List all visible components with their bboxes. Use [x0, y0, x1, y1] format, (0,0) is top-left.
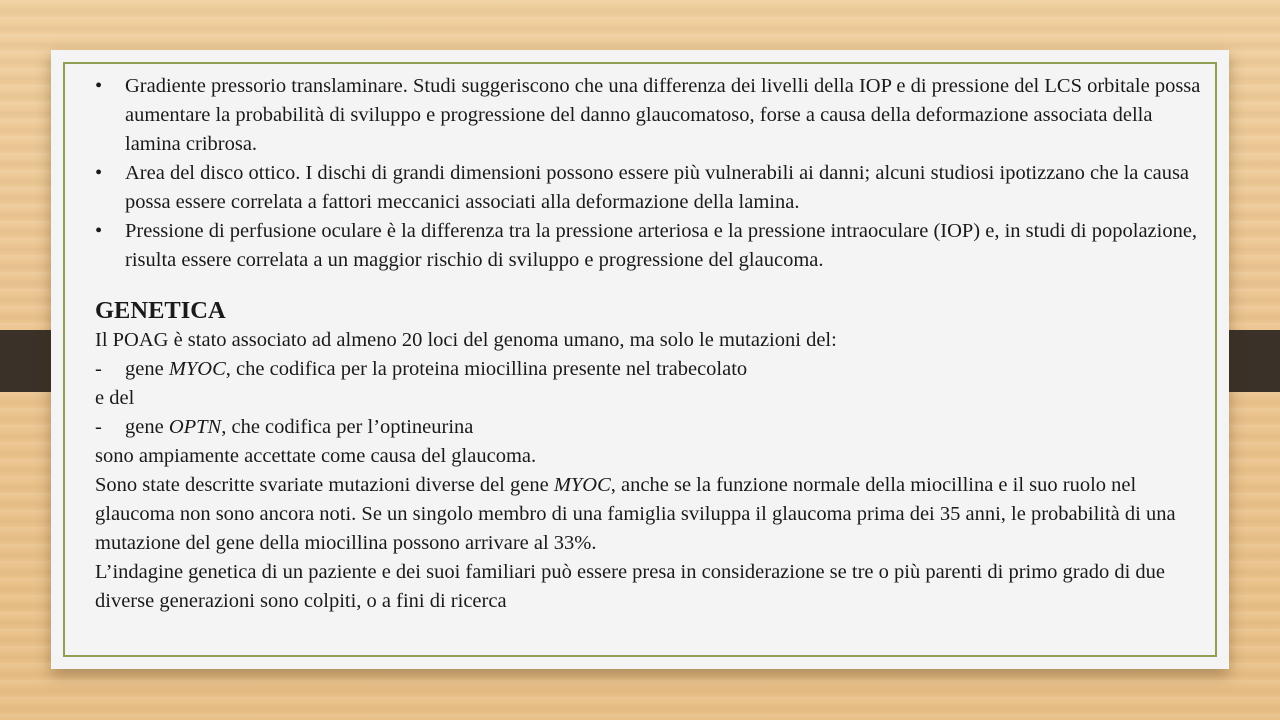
genetic-testing-paragraph: L’indagine genetica di un paziente e dei suoi familiari può essere presa in considerazione se tre o più parenti di primo grado di due diverse generazioni sono colpiti, o a fini di ricerca [95, 561, 1166, 612]
bullet-icon: • [95, 162, 103, 184]
gene-name: MYOC [553, 474, 611, 496]
bullet-icon: • [95, 75, 103, 97]
dash-icon: - [95, 416, 102, 438]
gene-description: , che codifica per l’optineurina [221, 416, 474, 438]
bullet-icon: • [95, 220, 103, 242]
gene-name: MYOC [168, 358, 226, 380]
bullet-item [95, 72, 1205, 159]
gene-description: , che codifica per la proteina miocillina presente nel trabecolato [225, 358, 748, 380]
gene-name: OPTN [168, 416, 222, 438]
left-decorative-bar [0, 330, 58, 392]
paragraph-suffix: , anche se la funzione normale della miocillina e il suo ruolo nel glaucoma non sono ancora noti. Se un singolo membro di una famiglia sviluppa il glaucoma prima dei 35 anni, le probabilità di una mutazione del gene della miocillina possono arrivare al 33%. [95, 474, 1176, 554]
slide-content [95, 72, 1205, 616]
genetica-intro: Il POAG è stato associato ad almeno 20 loci del genoma umano, ma solo le mutazioni del: [95, 329, 837, 351]
bullet-list [95, 72, 1205, 275]
connector-text: e del [95, 387, 135, 409]
gene-item-myoc [95, 355, 1205, 384]
bullet-item [95, 217, 1205, 275]
slide-card [51, 50, 1229, 669]
section-heading: GENETICA [95, 297, 226, 324]
dash-icon: - [95, 358, 102, 380]
paragraph-prefix: Sono state descritte svariate mutazioni diverse del gene [95, 474, 554, 496]
gene-item-optn [95, 413, 1205, 442]
gene-prefix: gene [125, 358, 169, 380]
accepted-text: sono ampiamente accettate come causa del glaucoma. [95, 445, 537, 467]
bullet-text: Gradiente pressorio translaminare. Studi suggeriscono che una differenza dei livelli della IOP e di pressione del LCS orbitale possa aumentare la probabilità di sviluppo e progressione del danno glaucomatoso, forse a causa della deformazione associata della lamina cribrosa. [125, 75, 1201, 155]
myoc-paragraph [95, 471, 1205, 558]
bullet-text: Area del disco ottico. I dischi di grandi dimensioni possono essere più vulnerabili ai danni; alcuni studiosi ipotizzano che la causa possa essere correlata a fattori meccanici associati alla deformazione della lamina. [125, 162, 1190, 213]
bullet-item [95, 159, 1205, 217]
gene-prefix: gene [125, 416, 169, 438]
bullet-text: Pressione di perfusione oculare è la differenza tra la pressione arteriosa e la pressione intraoculare (IOP) e, in studi di popolazione, risulta essere correlata a un maggior rischio di sviluppo e progressione del glaucoma. [125, 220, 1198, 271]
